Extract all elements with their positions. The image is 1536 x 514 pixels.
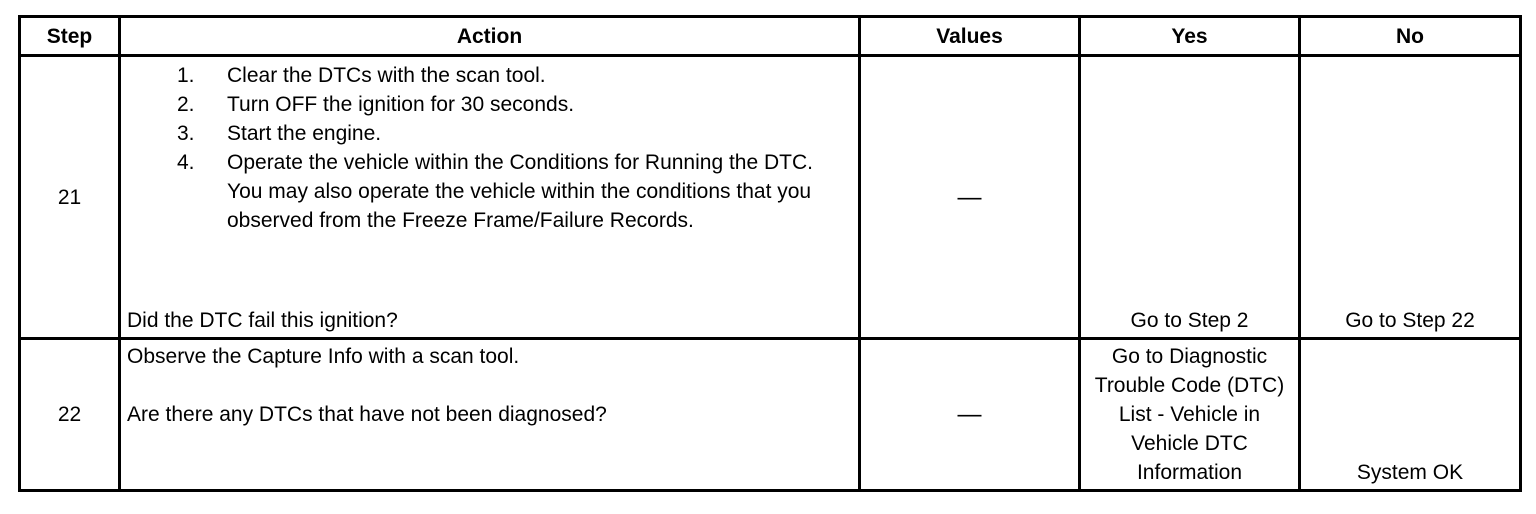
values-cell: — [860, 339, 1080, 491]
list-text: Start the engine. [227, 122, 382, 145]
action-question: Did the DTC fail this ignition? [127, 309, 398, 332]
step-number: 21 [20, 56, 120, 339]
action-steps-list [127, 61, 852, 235]
list-text: Operate the vehicle within the Conditions for Running the DTC. You may also operate the vehicle within the conditions that you observed from the Freeze Frame/Failure Records. [227, 151, 813, 232]
values-cell: — [860, 56, 1080, 339]
action-question: Are there any DTCs that have not been diagnosed? [127, 403, 607, 426]
list-number: 2. [177, 93, 195, 116]
list-number: 3. [177, 122, 195, 145]
table-row-step-22 [20, 339, 1521, 491]
header-no: No [1300, 17, 1521, 56]
list-number: 4. [177, 151, 195, 174]
header-yes: Yes [1080, 17, 1300, 56]
action-cell [120, 56, 860, 339]
header-row [20, 17, 1521, 56]
action-text: Observe the Capture Info with a scan tool. [127, 345, 520, 368]
list-text: Turn OFF the ignition for 30 seconds. [227, 93, 575, 116]
list-item [127, 90, 827, 119]
list-item [127, 61, 827, 90]
table-row-step-21 [20, 56, 1521, 339]
list-text: Clear the DTCs with the scan tool. [227, 64, 546, 87]
yes-cell: Go to Step 2 [1080, 56, 1300, 339]
header-action: Action [120, 17, 860, 56]
list-item [127, 119, 827, 148]
diagnostic-table [18, 15, 1522, 492]
list-item [127, 148, 827, 235]
no-cell: System OK [1300, 339, 1521, 491]
step-number: 22 [20, 339, 120, 491]
header-values: Values [860, 17, 1080, 56]
list-number: 1. [177, 64, 195, 87]
header-step: Step [20, 17, 120, 56]
yes-cell: Go to Diagnostic Trouble Code (DTC) List - Vehicle in Vehicle DTC Information [1080, 339, 1300, 491]
action-cell [120, 339, 860, 491]
no-cell: Go to Step 22 [1300, 56, 1521, 339]
